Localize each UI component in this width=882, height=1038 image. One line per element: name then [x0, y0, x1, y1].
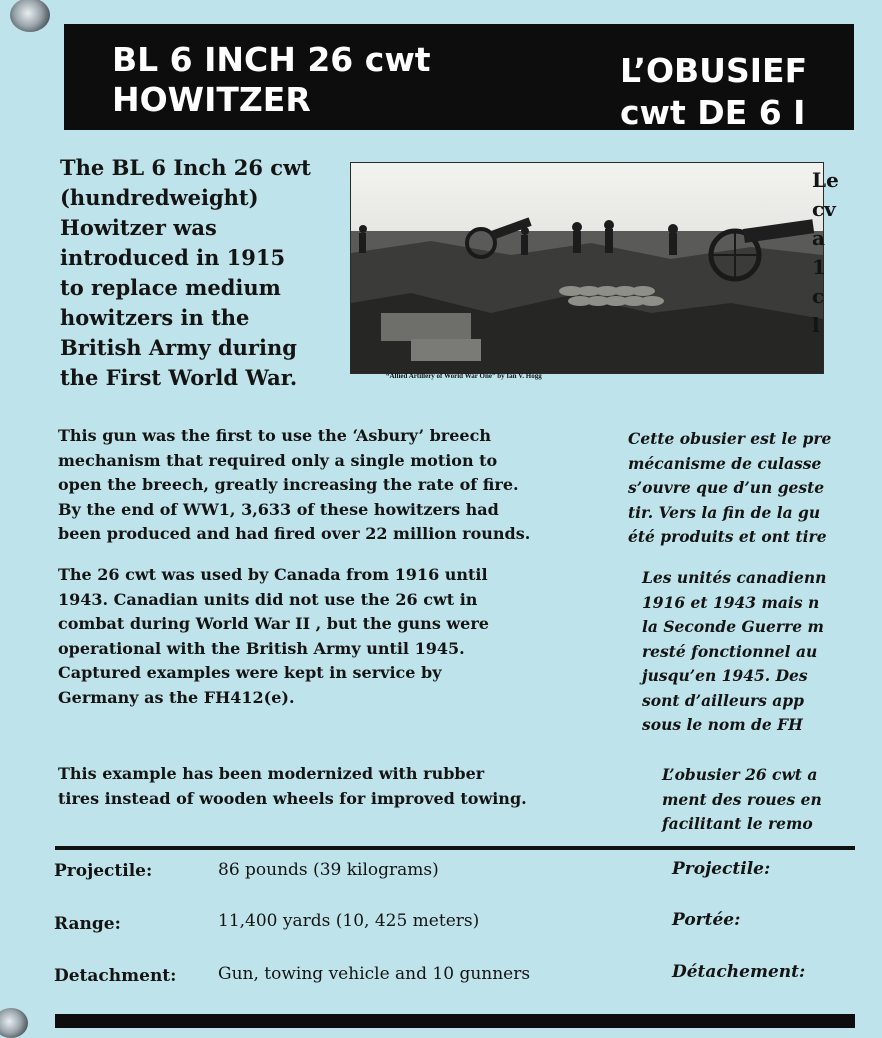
spec-value-detachment: Gun, towing vehicle and 10 gunners: [218, 964, 531, 984]
intro-french-fragment: Le cv a 1 c l: [812, 168, 839, 337]
mounting-screw-bottom: [0, 1008, 28, 1038]
section-divider: [55, 846, 855, 850]
historical-photo: [350, 162, 824, 374]
intro-english: The BL 6 Inch 26 cwt (hundredweight) Howitzer was introduced in 1915 to replace medium howitzers in the British Army during the First World War.: [60, 155, 311, 390]
title-french: L’OBUSIEF cwt DE 6 I: [620, 51, 808, 132]
spec-label-range: Range:: [54, 914, 121, 934]
spec-label-fr-detachment: Détachement:: [672, 962, 806, 982]
spec-label-projectile: Projectile:: [54, 861, 153, 881]
photo-caption: “Allied Artillery of World War One” by Ian V. Hogg: [386, 372, 542, 380]
paragraph-french-breech: Cette obusier est le pre mécanisme de culasse s’ouvre que d’un geste tir. Vers la fin de la gu été produits et ont tire: [628, 429, 832, 546]
paragraph-breech: This gun was the first to use the ‘Asbury’ breech mechanism that required only a single motion to open the breech, greatly increasing the rate of fire. By the end of WW1, 3,633 of these howitzers had been produced and had fired over 22 million rounds.: [58, 426, 531, 543]
paragraph-canada: The 26 cwt was used by Canada from 1916 until 1943. Canadian units did not use the 26 cwt in combat during World War II , but the guns were operational with the British Army until 1945. Captured examples were kept in service by Germany as the FH412(e).: [58, 565, 489, 707]
title-english: BL 6 INCH 26 cwt HOWITZER: [112, 40, 431, 119]
paragraph-french-canada: Les unités canadienn 1916 et 1943 mais n la Seconde Guerre m resté fonctionnel au jusqu’en 1945. Des sont d’ailleurs app sous le nom de FH: [642, 568, 827, 734]
paragraph-french-modernized: L’obusier 26 cwt a ment des roues en facilitant le remo: [662, 765, 822, 833]
spec-label-fr-projectile: Projectile:: [672, 859, 771, 879]
spec-value-projectile: 86 pounds (39 kilograms): [218, 860, 439, 880]
spec-label-fr-range: Portée:: [672, 910, 741, 930]
paragraph-modernized: This example has been modernized with rubber tires instead of wooden wheels for improved towing.: [58, 764, 527, 808]
mounting-screw-top: [10, 0, 50, 32]
warning-banner: [55, 1014, 855, 1028]
spec-value-range: 11,400 yards (10, 425 meters): [218, 911, 480, 931]
spec-label-detachment: Detachment:: [54, 966, 177, 986]
